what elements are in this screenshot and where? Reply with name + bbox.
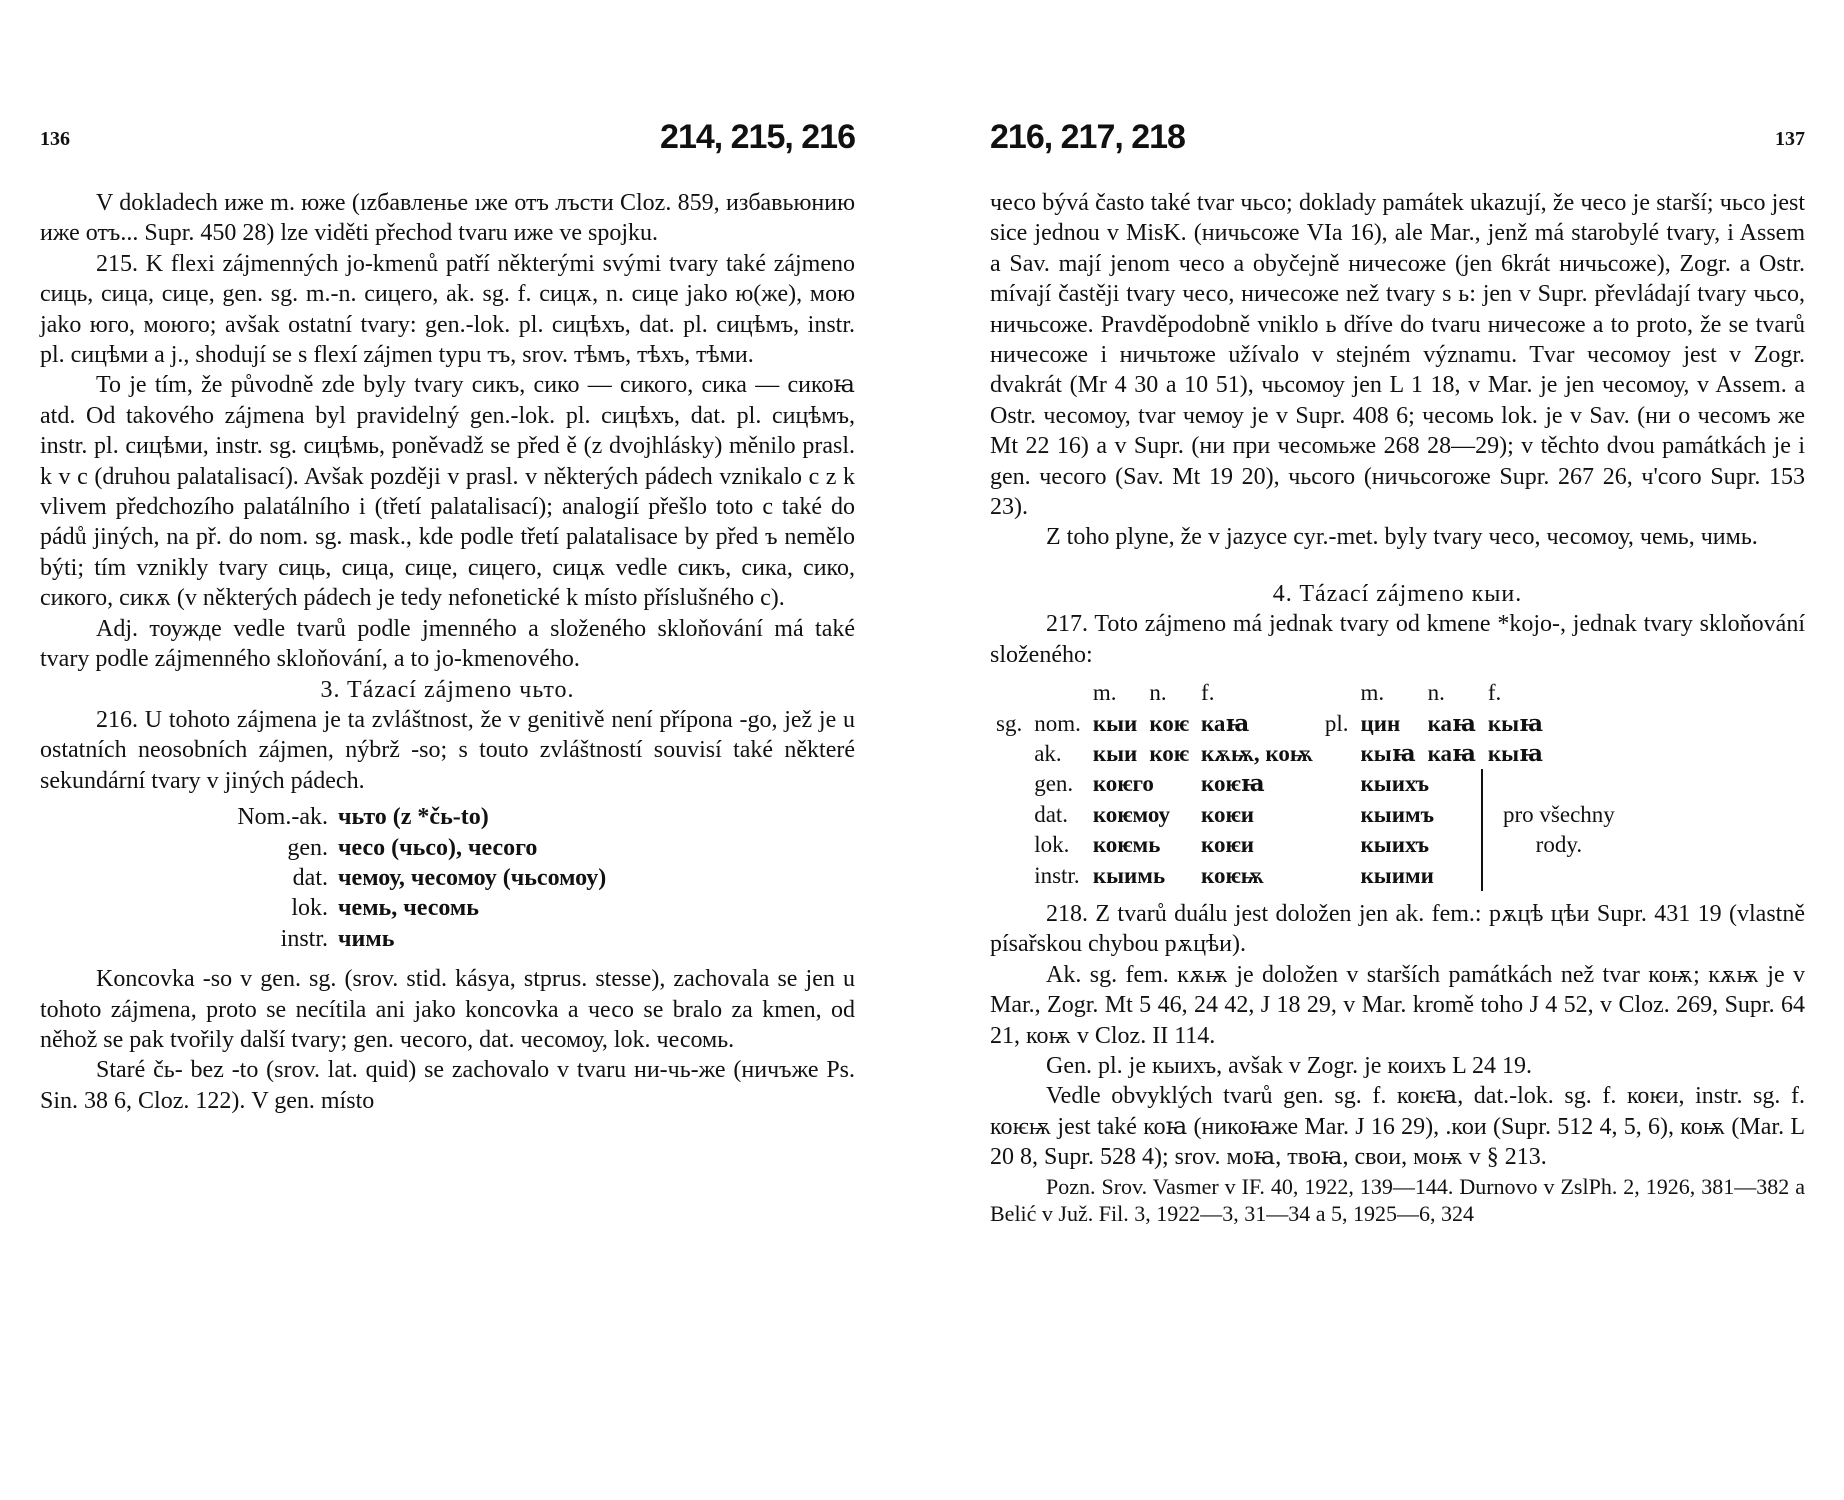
section-range-header: 216, 217, 218 xyxy=(990,118,1185,156)
paragraph: Koncovka -so v gen. sg. (srov. stid. kásya, stprus. stesse), zachovala se jen u tohoto zájmena, proto se necítila ani jako koncovka a чесо se bralo za kmen, od něhož se pak tvořily další tvary; gen. чесого, dat. чесомоу, lok. чесомь. xyxy=(40,966,855,1053)
left-page-header xyxy=(40,118,855,178)
paradigm-list xyxy=(40,802,855,954)
table-row: sg. nom. кыи коѥ каꙗ pl. цин каꙗ кыꙗ xyxy=(996,710,1543,736)
table-note: pro všechny rody. xyxy=(1482,769,1635,891)
paragraph: Adj. тоужде vedle tvarů podle jmenného a složeného skloňování má také tvary podle zájmenného skloňování, a to jo-kmenového. xyxy=(40,615,855,673)
left-page-body xyxy=(40,188,855,1116)
paragraph: Vedle obvyklých tvarů gen. sg. f. коѥꙗ, dat.-lok. sg. f. коѥи, instr. sg. f. коѥѭ jest také коꙗ (никоꙗже Mar. J 16 29), .кои (Supr. 512 4, 5, 6), коѭ (Mar. L 20 8, Supr. 528 4); srov. моꙗ, твоꙗ, свои, моѭ v § 213. xyxy=(990,1083,1805,1171)
subheading: 3. Tázací zájmeno чьто. xyxy=(320,676,575,703)
paragraph: Ak. sg. fem. кѫѭ je doložen v starších památkách než tvar коѭ; кѫѭ je v Mar., Zogr. Mt 5 46, 24 42, J 18 29, v Mar. kromě toho J 4 52, v Cloz. 269, Supr. 64 21, коѭ v Cloz. II 114. xyxy=(990,961,1805,1049)
paradigm-row: dat. чемоу, чесомоу (чьсомоу) xyxy=(292,864,607,891)
paragraph: To je tím, že původně zde byly tvary сикъ, сико — сикого, сика — сикоꙗ atd. Od takového zájmena byl pravidelný gen.-lok. pl. сицѣхъ, dat. pl. сицѣмъ, instr. pl. сицѣми, instr. sg. сицѣмь, poněvadž se před ě (z dvojhlásky) měnilo prasl. k v c (druhou palatalisací). Avšak později v prasl. v některých pádech vznikalo c z k vlivem předchozího palatálního i (třetí palatalisací); analogií přešlo toto c také do pádů jiných, na př. do nom. sg. mask., kde podle třetí palatalisace by před ъ nemělo býti; tím vznikly tvary сиць, сица, сице, сицего, сицѫ vedle сикъ, сика, сико, сикого, сикѫ (v některých pádech je tedy nefonetické k místo příslušného c). xyxy=(40,372,855,612)
paragraph: чесо bývá často také tvar чьсо; doklady památek ukazují, že чесо je starší; чьсо jest sice jednou v MisK. (ничьсоже VIa 16), ale Mar., jenž má starobylé tvary, i Assem a Sav. mají jenom чесо a obyčejně ничесоже (jen 6krát ничьсоже), Zogr. a Ostr. mívají častěji tvary чесо, ничесоже než tvary s ь: jen v Supr. převládají tvary чьсо, ничьсоже. Pravděpodobně vniklo ь dříve do tvaru ничесоже a to proto, že se tvarů ничесоже i ничьтоже užívalo v stejném významu. Tvar чесомоу jest v Zogr. dvakrát (Mr 4 30 a 10 51), чьсомоу jen L 1 18, v Mar. je jen чесомоу, v Assem. a Ostr. чесомоу, tvar чемоу je v Supr. 408 6; чесомь lok. je v Sav. (ни о чесомъ же Mt 22 16) a v Supr. (ни при чесомьже 268 28—29); v těchto dvou památkách je i gen. чесого (Sav. Mt 19 20), чьсого (ничьсогоже Supr. 267 26, ч'сого Supr. 153 23). xyxy=(990,190,1805,521)
table-row: lok. коѥмь коѥи кыихъ xyxy=(1034,832,1429,858)
right-page xyxy=(990,0,1805,1500)
table-row: dat. коѥмоу коѥи кыимъ xyxy=(1034,801,1435,827)
paragraph: Z toho plyne, že v jazyce cyr.-met. byly tvary чесо, чесомоу, чемь, чимь. xyxy=(1046,524,1758,551)
paradigm-row: lok. чемь, чесомь xyxy=(291,895,479,922)
table-row: instr. кыимь коѥѭ кыими xyxy=(1034,862,1434,888)
paragraph: Staré čь- bez -to (srov. lat. quid) se zachovalo v tvaru ни-чь-же (ничъже Ps. Sin. 38 6, Cloz. 122). V gen. místo xyxy=(40,1057,855,1114)
table-row: gen. коѥго коѥꙗ кыихъ pro všechny rody. xyxy=(990,769,1635,799)
table-header-row: m. n. f. m. n. f. xyxy=(1092,680,1502,706)
section-range-header: 214, 215, 216 xyxy=(660,118,855,156)
paragraph-217: 217. Toto zájmeno má jednak tvary od kmene *kojo-, jednak tvary skloňování složeného: xyxy=(990,611,1805,668)
paragraph-215: 215. K flexi zájmenných jo-kmenů patří některými svými tvary také zájmeno сиць, сица, сице, gen. sg. m.-n. сицего, ak. sg. f. сицѫ, n. сице jako ю(же), мою jako юго, моюго; avšak ostatní tvary: gen.-lok. pl. сицѣхъ, dat. pl. сицѣмъ, instr. pl. сицѣми a j., shodují se s flexí zájmen typu тъ, srov. тѣмъ, тѣхъ, тѣми. xyxy=(40,250,855,369)
paragraph: V dokladech иже m. юже (ızбавленье ıже отъ лъсти Cloz. 859, избавьюнию иже отъ... Supr. 450 28) lze viděti přechod tvaru иже ve spojku. xyxy=(40,190,855,247)
right-page-header xyxy=(990,118,1805,178)
declension-table xyxy=(990,678,1635,891)
left-page xyxy=(40,0,855,1500)
paradigm-row: gen. чесо (чьсо), чесого xyxy=(287,834,538,861)
paragraph-216: 216. U tohoto zájmena je ta zvláštnost, že v genitivě není přípona -go, jež je u ostatních neosobních zájmen, nýbrž -so; s touto zvláštností souvisí také některé sekundární tvary v jiných pádech. xyxy=(40,706,855,794)
table-row: ak. кыи коѥ кѫѭ, коѭ кыꙗ каꙗ кыꙗ xyxy=(1034,740,1543,766)
paragraph-218: 218. Z tvarů duálu jest doložen jen ak. fem.: рѫцѣ цѣи Supr. 431 19 (vlastně písařskou chybou рѫцѣи). xyxy=(990,900,1805,958)
page-number: 136 xyxy=(40,128,70,150)
right-page-body xyxy=(990,188,1805,1227)
paradigm-row: Nom.-ak. чьто (z *čь-to) xyxy=(237,804,489,831)
paragraph: Gen. pl. je кыихъ, avšak v Zogr. je коихъ L 24 19. xyxy=(1046,1052,1532,1079)
footnote: Pozn. Srov. Vasmer v IF. 40, 1922, 139—144. Durnovo v ZslPh. 2, 1926, 381—382 a Belić v Juž. Fil. 3, 1922—3, 31—34 a 5, 1925—6, 324 xyxy=(990,1173,1805,1226)
subheading: 4. Tázací zájmeno кыи. xyxy=(1272,580,1523,607)
paradigm-row: instr. чимь xyxy=(280,925,395,952)
page-number: 137 xyxy=(1775,128,1805,150)
